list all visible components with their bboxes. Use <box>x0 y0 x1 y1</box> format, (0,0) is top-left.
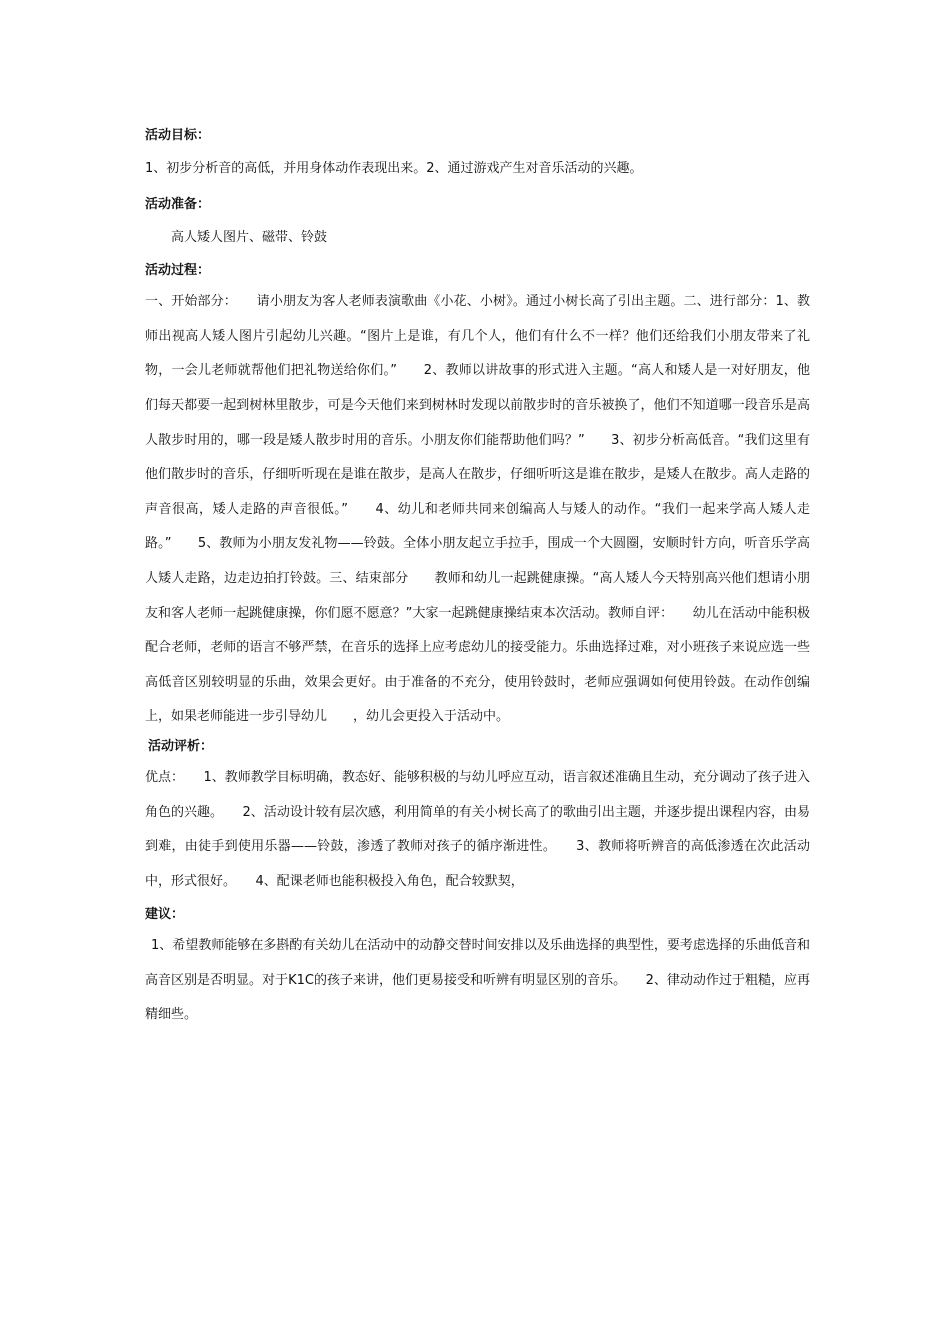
goal-heading: 活动目标： <box>145 128 211 143</box>
goal-paragraph: 1、初步分析音的高低，并用身体动作表现出来。2、通过游戏产生对音乐活动的兴趣。 <box>145 161 643 176</box>
process-heading: 活动过程： <box>145 263 211 279</box>
review-heading: 活动评析： <box>148 738 214 754</box>
suggest-paragraph: 1、希望教师能够在多斟酌有关幼儿在活动中的动静交替时间安排以及乐曲选择的典型性，要考虑选择的乐曲低音和高音区别是否明显。对于K1C的孩子来讲，他们更易接受和听辨有明显区别的音乐。 2、律动动作过于粗糙，应再精细些。 <box>145 938 810 1023</box>
prep-paragraph: 高人矮人图片、磁带、铃鼓 <box>171 229 328 245</box>
suggest-heading: 建议： <box>145 907 185 923</box>
process-paragraph: 一、开始部分： 请小朋友为客人老师表演歌曲《小花、小树》。通过小树长高了引出主题。二、进行部分：1、教师出视高人矮人图片引起幼儿兴趣。“图片上是谁，有几个人，他们有什么不一样？他们还给我们小朋友带来了礼物，一会儿老师就帮他们把礼物送给你们。” 2、教师以讲故事的形式进入主题。“高人和矮人是一对好朋友，他们每天都要一起到树林里散步，可是今天他们来到树林时发现以前散步时的音乐被换了，他们不知道哪一段音乐是高人散步时用的，哪一段是矮人散步时用的音乐。小朋友你们能帮助他们吗？” 3、初步分析高低音。“我们这里有他们散步时的音乐，仔细听听现在是谁在散步，是高人在散步，仔细听听这是谁在散步，是矮人在散步。高人走路的声音很高，矮人走路的声音很低。” 4、幼儿和老师共同来创编高人与矮人的动作。“我们一起来学高人矮人走路。” 5、教师为小朋友发礼物——铃鼓。全体小朋友起立手拉手，围成一个大圆圈，安顺时针方向，听音乐学高人矮人走路，边走边拍打铃鼓。三、结束部分 教师和幼儿一起跳健康操。“高人矮人今天特别高兴他们想请小朋友和客人老师一起跳健康操，你们愿不愿意？”大家一起跳健康操结束本次活动。教师自评： 幼儿在活动中能积极配合老师，老师的语言不够严禁，在音乐的选择上应考虑幼儿的接受能力。乐曲选择过难，对小班孩子来说应选一些高低音区别较明显的乐曲，效果会更好。由于准备的不充分，使用铃鼓时，老师应强调如何使用铃鼓。在动作创编上，如果老师能进一步引导幼儿 ，幼儿会更投入于活动中。 <box>145 294 810 725</box>
review-paragraph: 优点： 1、教师教学目标明确，教态好、能够积极的与幼儿呼应互动，语言叙述准确且生动，充分调动了孩子进入角色的兴趣。 2、活动设计较有层次感，利用简单的有关小树长高了的歌曲引出主题，并逐步提出课程内容，由易到难，由徒手到使用乐器——铃鼓，渗透了教师对孩子的循序渐进性。 3、教师将听辨音的高低渗透在次此活动中，形式很好。 4、配课老师也能积极投入角色，配合较默契， <box>145 769 810 889</box>
document-page <box>145 126 810 1033</box>
prep-heading: 活动准备： <box>145 196 211 212</box>
